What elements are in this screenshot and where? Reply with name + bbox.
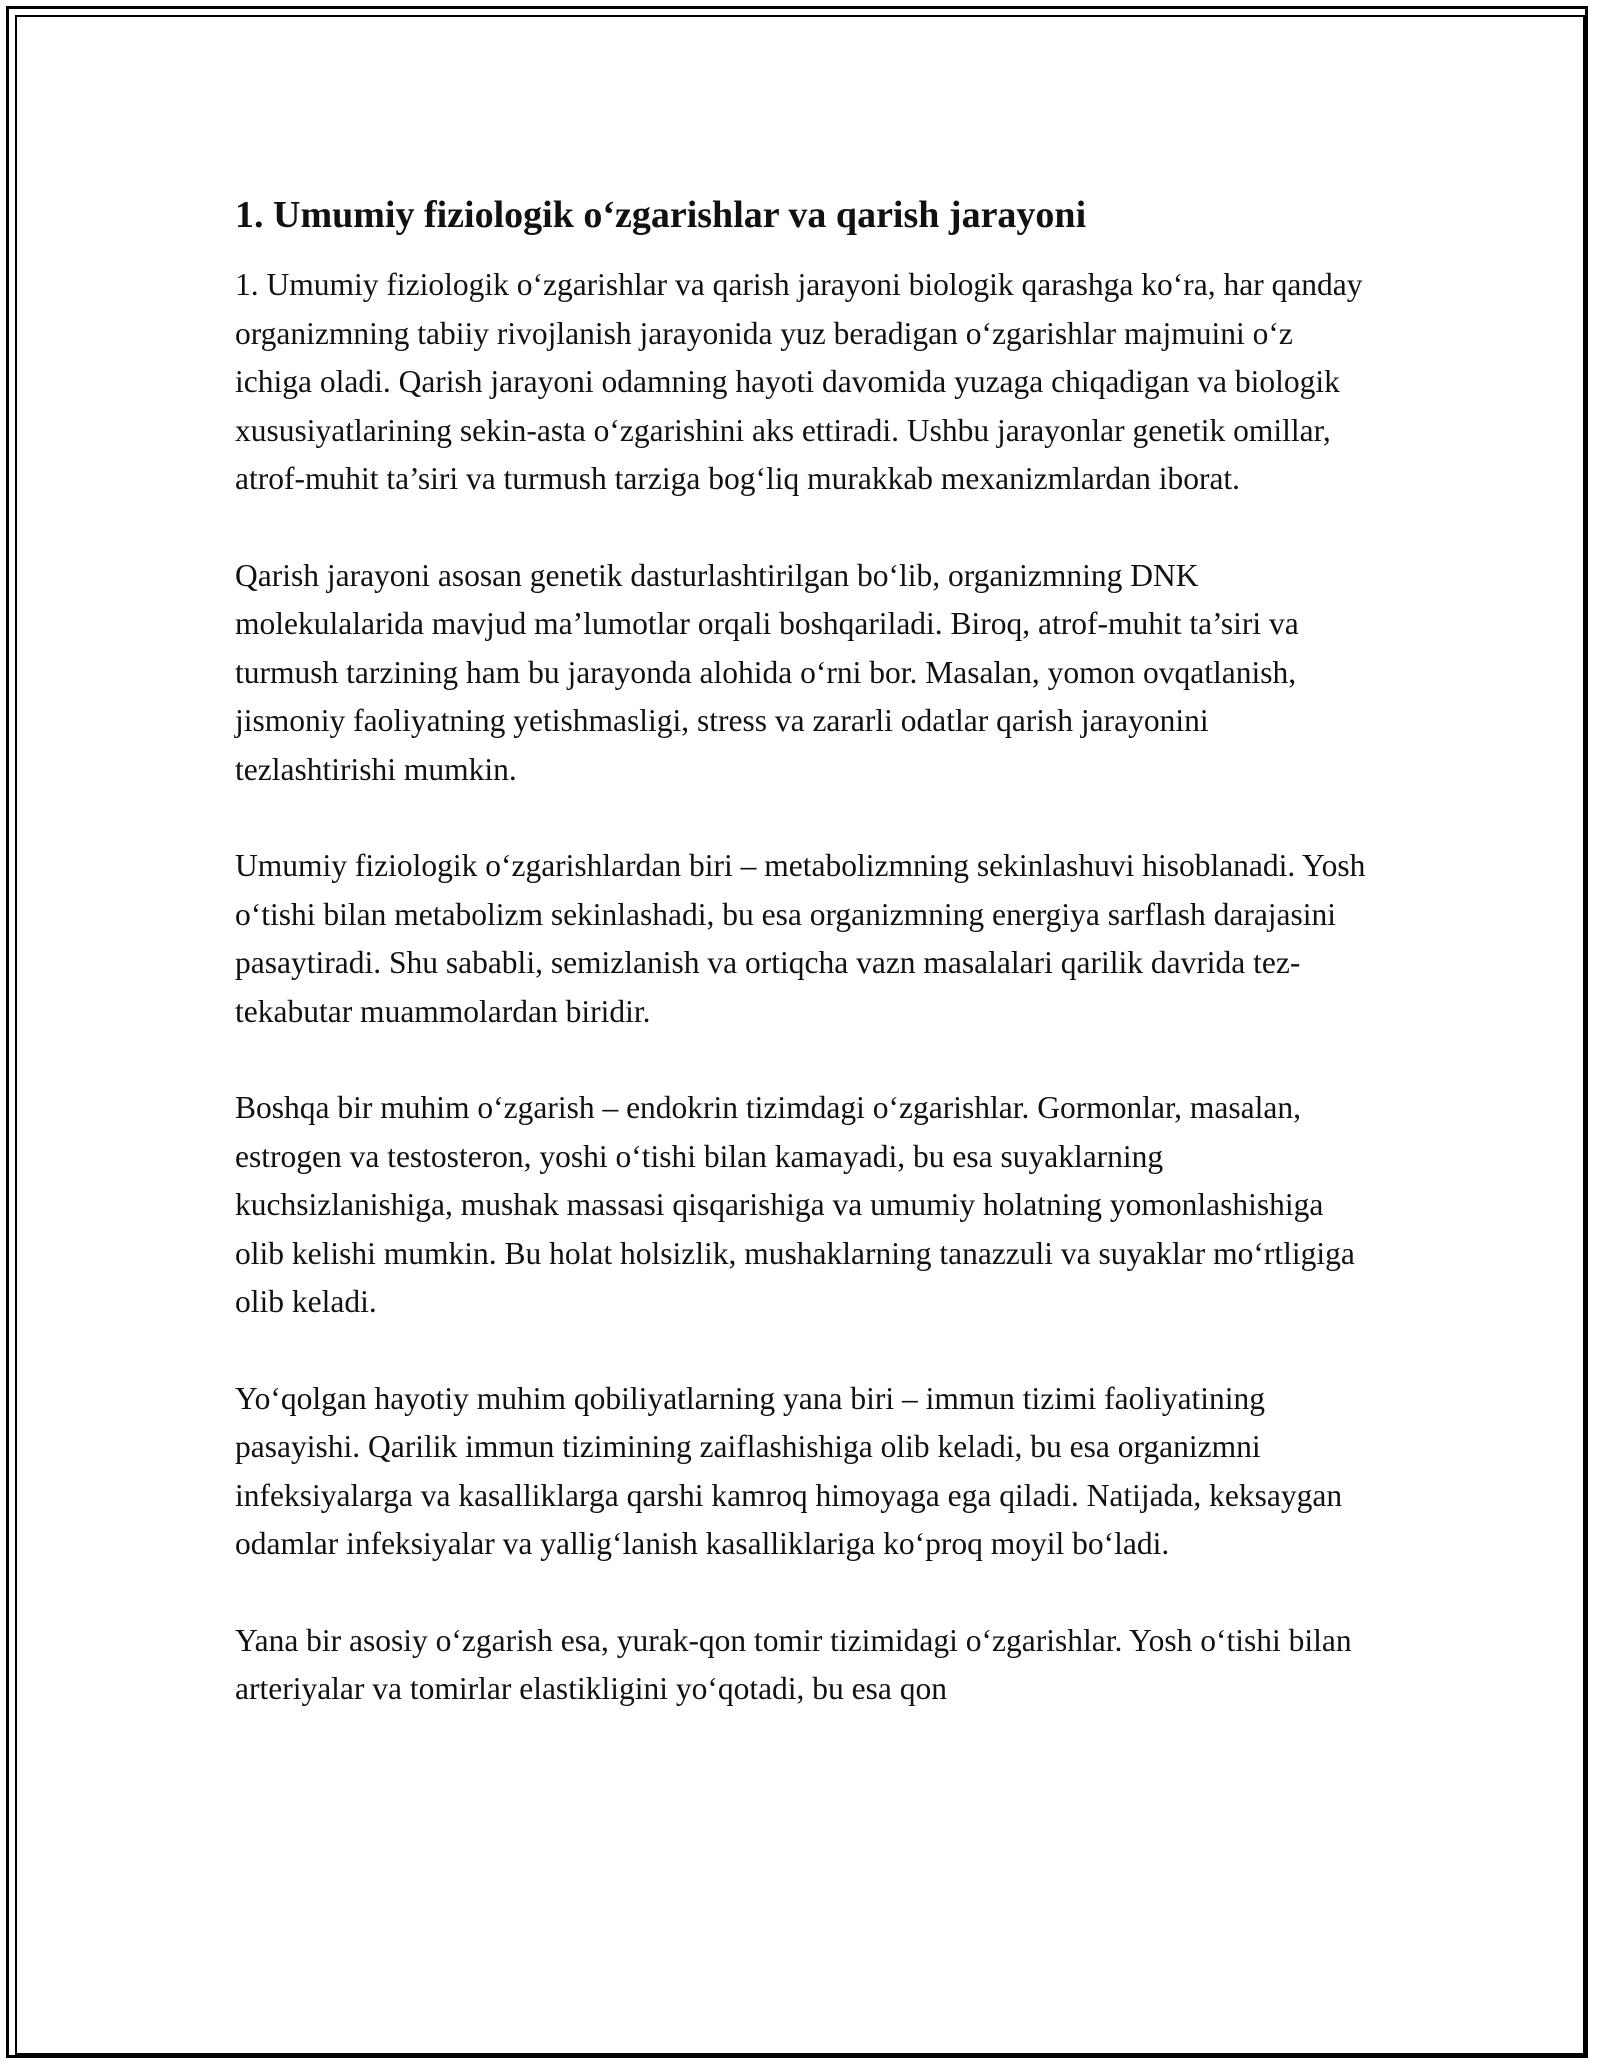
section-heading: 1. Umumiy fiziologik o‘zgarishlar va qarish jarayoni xyxy=(235,194,1087,236)
paragraph-4: Boshqa bir muhim o‘zgarish – endokrin tizimdagi o‘zgarishlar. Gormonlar, masalan, estrogen va testosteron, yoshi o‘tishi bilan kamayadi, bu esa suyaklarning kuchsizlanishiga, mushak massasi qisqarishiga va umumiy holatning yomonlashishiga olib kelishi mumkin. Bu holat holsizlik, mushaklarning tanazzuli va suyaklar mo‘rtligiga olib keladi. xyxy=(235,1090,1355,1319)
paragraph-6: Yana bir asosiy o‘zgarish esa, yurak-qon tomir tizimidagi o‘zgarishlar. Yosh o‘tishi bilan arteriyalar va tomirlar elastikligini yo‘qotadi, bu esa qon xyxy=(235,1622,1352,1706)
document-page xyxy=(235,187,1375,1714)
paragraph-1: 1. Umumiy fiziologik o‘zgarishlar va qarish jarayoni biologik qarashga ko‘ra, har qanday organizmning tabiiy rivojlanish jarayonida yuz beradigan o‘zgarishlar majmuini o‘z ichiga oladi. Qarish jarayoni odamning hayoti davomida yuzaga chiqadigan va biologik xususiyatlarining sekin-asta o‘zgarishini aks ettiradi. Ushbu jarayonlar genetik omillar, atrof-muhit ta’siri va turmush tarziga bog‘liq murakkab mexanizmlardan iborat. xyxy=(235,267,1363,496)
paragraph-3: Umumiy fiziologik o‘zgarishlardan biri – metabolizmning sekinlashuvi hisoblanadi. Yosh o‘tishi bilan metabolizm sekinlashadi, bu esa organizmning energiya sarflash darajasini pasaytiradi. Shu sababli, semizlanish va ortiqcha vazn masalalari qarilik davrida tez-tekabutar muammolardan biridir. xyxy=(235,848,1366,1029)
paragraph-2: Qarish jarayoni asosan genetik dasturlashtirilgan bo‘lib, organizmning DNK molekulalarida mavjud ma’lumotlar orqali boshqariladi. Biroq, atrof-muhit ta’siri va turmush tarzining ham bu jarayonda alohida o‘rni bor. Masalan, yomon ovqatlanish, jismoniy faoliyatning yetishmasligi, stress va zararli odatlar qarish jarayonini tezlashtirishi mumkin. xyxy=(235,557,1299,787)
paragraph-5: Yo‘qolgan hayotiy muhim qobiliyatlarning yana biri – immun tizimi faoliyatining pasayishi. Qarilik immun tizimining zaiflashishiga olib keladi, bu esa organizmni infeksiyalarga va kasalliklarga qarshi kamroq himoyaga ega qiladi. Natijada, keksaygan odamlar infeksiyalar va yallig‘lanish kasalliklariga ko‘proq moyil bo‘ladi. xyxy=(235,1380,1343,1561)
